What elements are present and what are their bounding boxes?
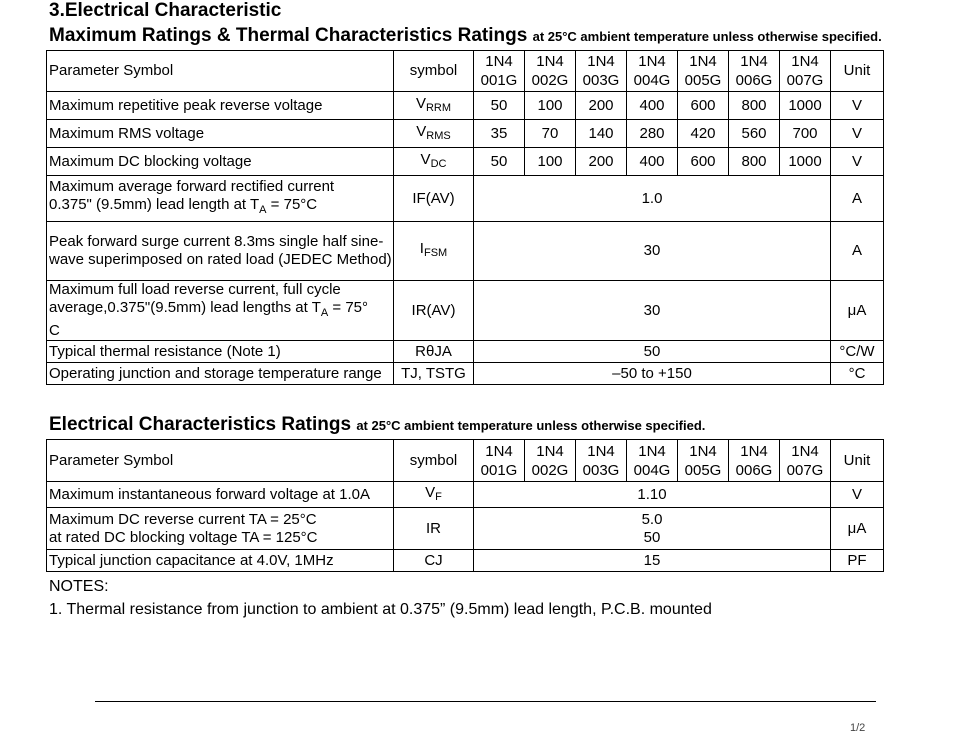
header-parameter: Parameter Symbol bbox=[47, 440, 394, 482]
header-part-5: 1N4 005G bbox=[678, 51, 729, 92]
footer-divider bbox=[95, 701, 876, 702]
table-row bbox=[47, 341, 884, 363]
header-symbol: symbol bbox=[394, 51, 474, 92]
param-cell: Peak forward surge current 8.3ms single half sine-wave superimposed on rated load (JEDEC Method) bbox=[47, 222, 394, 281]
header-part-7: 1N4 007G bbox=[780, 51, 831, 92]
header-part-5: 1N4 005G bbox=[678, 440, 729, 482]
table-header-row bbox=[47, 51, 884, 92]
table-row bbox=[47, 550, 884, 572]
value-cell: 700 bbox=[780, 120, 831, 148]
table-row bbox=[47, 281, 884, 341]
unit-cell: A bbox=[831, 222, 884, 281]
header-part-7: 1N4 007G bbox=[780, 440, 831, 482]
table-row bbox=[47, 508, 884, 550]
param-cell: Operating junction and storage temperature range bbox=[47, 363, 394, 385]
param-cell: Maximum instantaneous forward voltage at 1.0A bbox=[47, 482, 394, 508]
value-cell: 30 bbox=[474, 222, 831, 281]
value-cell: 400 bbox=[627, 148, 678, 176]
symbol-cell: $V_F$ bbox=[394, 482, 474, 508]
table1-title bbox=[49, 25, 882, 47]
value-cell: 30 bbox=[474, 281, 831, 341]
symbol-cell: IR bbox=[394, 508, 474, 550]
value-cell: 5.0 50 bbox=[474, 508, 831, 550]
value-cell: 600 bbox=[678, 148, 729, 176]
value-cell: 800 bbox=[729, 148, 780, 176]
table1-condition: at 25°C ambient temperature unless otherwise specified. bbox=[532, 29, 882, 44]
section-title: 3.Electrical Characteristic bbox=[49, 0, 282, 21]
table-row bbox=[47, 363, 884, 385]
header-part-1: 1N4 001G bbox=[474, 51, 525, 92]
param-cell: Maximum DC reverse current TA = 25°C at rated DC blocking voltage TA = 125°C bbox=[47, 508, 394, 550]
header-part-2: 1N4 002G bbox=[525, 440, 576, 482]
value-cell: 600 bbox=[678, 92, 729, 120]
unit-cell: V bbox=[831, 120, 884, 148]
param-cell: Typical junction capacitance at 4.0V, 1MHz bbox=[47, 550, 394, 572]
symbol-cell: CJ bbox=[394, 550, 474, 572]
page-number: 1/2 bbox=[850, 722, 866, 734]
unit-cell: V bbox=[831, 92, 884, 120]
value-cell: 200 bbox=[576, 148, 627, 176]
unit-cell: μA bbox=[831, 508, 884, 550]
value-cell: 1000 bbox=[780, 92, 831, 120]
table1-title-text: Maximum Ratings & Thermal Characteristics Ratings bbox=[49, 25, 528, 46]
header-part-6: 1N4 006G bbox=[729, 51, 780, 92]
value-cell: 100 bbox=[525, 148, 576, 176]
value-cell: 100 bbox=[525, 92, 576, 120]
unit-cell: °C/W bbox=[831, 341, 884, 363]
symbol-cell: TJ, TSTG bbox=[394, 363, 474, 385]
value-cell: 200 bbox=[576, 92, 627, 120]
value-cell: 50 bbox=[474, 148, 525, 176]
table-row bbox=[47, 148, 884, 176]
value-cell: 280 bbox=[627, 120, 678, 148]
value-cell: 15 bbox=[474, 550, 831, 572]
header-symbol: symbol bbox=[394, 440, 474, 482]
table2-title-text: Electrical Characteristics Ratings bbox=[49, 414, 352, 435]
table-row bbox=[47, 92, 884, 120]
symbol-cell: $V_{RMS}$ bbox=[394, 120, 474, 148]
table-row bbox=[47, 482, 884, 508]
header-part-4: 1N4 004G bbox=[627, 51, 678, 92]
symbol-cell: $V_{DC}$ bbox=[394, 148, 474, 176]
param-cell: Maximum average forward rectified current 0.375" (9.5mm) lead length at $T_A = 75^\circ C$ bbox=[47, 176, 394, 222]
electrical-table bbox=[46, 439, 884, 572]
header-parameter: Parameter Symbol bbox=[47, 51, 394, 92]
unit-cell: A bbox=[831, 176, 884, 222]
param-cell: Maximum RMS voltage bbox=[47, 120, 394, 148]
header-part-2: 1N4 002G bbox=[525, 51, 576, 92]
symbol-cell: $V_{RRM}$ bbox=[394, 92, 474, 120]
value-cell: 35 bbox=[474, 120, 525, 148]
table-row bbox=[47, 120, 884, 148]
header-unit: Unit bbox=[831, 440, 884, 482]
param-cell: Maximum repetitive peak reverse voltage bbox=[47, 92, 394, 120]
symbol-cell: $I_{FSM}$ bbox=[394, 222, 474, 281]
param-cell: Typical thermal resistance (Note 1) bbox=[47, 341, 394, 363]
unit-cell: μA bbox=[831, 281, 884, 341]
unit-cell: °C bbox=[831, 363, 884, 385]
note-item: 1. Thermal resistance from junction to ambient at 0.375” (9.5mm) lead length, P.C.B. mounted bbox=[49, 601, 712, 618]
param-cell: Maximum DC blocking voltage bbox=[47, 148, 394, 176]
header-part-1: 1N4 001G bbox=[474, 440, 525, 482]
header-unit: Unit bbox=[831, 51, 884, 92]
value-cell: 800 bbox=[729, 92, 780, 120]
value-cell: 420 bbox=[678, 120, 729, 148]
value-cell: 1000 bbox=[780, 148, 831, 176]
table-row bbox=[47, 176, 884, 222]
header-part-4: 1N4 004G bbox=[627, 440, 678, 482]
header-part-3: 1N4 003G bbox=[576, 440, 627, 482]
symbol-cell: IF(AV) bbox=[394, 176, 474, 222]
header-part-3: 1N4 003G bbox=[576, 51, 627, 92]
value-cell: 140 bbox=[576, 120, 627, 148]
param-cell: Maximum full load reverse current, full cycle average,0.375"(9.5mm) lead lengths at $T_A = 75^\circ$ C bbox=[47, 281, 394, 341]
ratings-table bbox=[46, 50, 884, 385]
unit-cell: V bbox=[831, 148, 884, 176]
unit-cell: PF bbox=[831, 550, 884, 572]
symbol-cell: RθJA bbox=[394, 341, 474, 363]
value-cell: 400 bbox=[627, 92, 678, 120]
value-cell: 560 bbox=[729, 120, 780, 148]
value-cell: 70 bbox=[525, 120, 576, 148]
table2-condition: at 25°C ambient temperature unless otherwise specified. bbox=[356, 418, 706, 433]
table-header-row bbox=[47, 440, 884, 482]
value-cell: –50 to +150 bbox=[474, 363, 831, 385]
symbol-cell: IR(AV) bbox=[394, 281, 474, 341]
value-cell: 1.10 bbox=[474, 482, 831, 508]
notes-heading: NOTES: bbox=[49, 578, 109, 595]
unit-cell: V bbox=[831, 482, 884, 508]
table2-title bbox=[49, 414, 705, 436]
value-cell: 50 bbox=[474, 341, 831, 363]
header-part-6: 1N4 006G bbox=[729, 440, 780, 482]
table-row bbox=[47, 222, 884, 281]
value-cell: 50 bbox=[474, 92, 525, 120]
value-cell: 1.0 bbox=[474, 176, 831, 222]
